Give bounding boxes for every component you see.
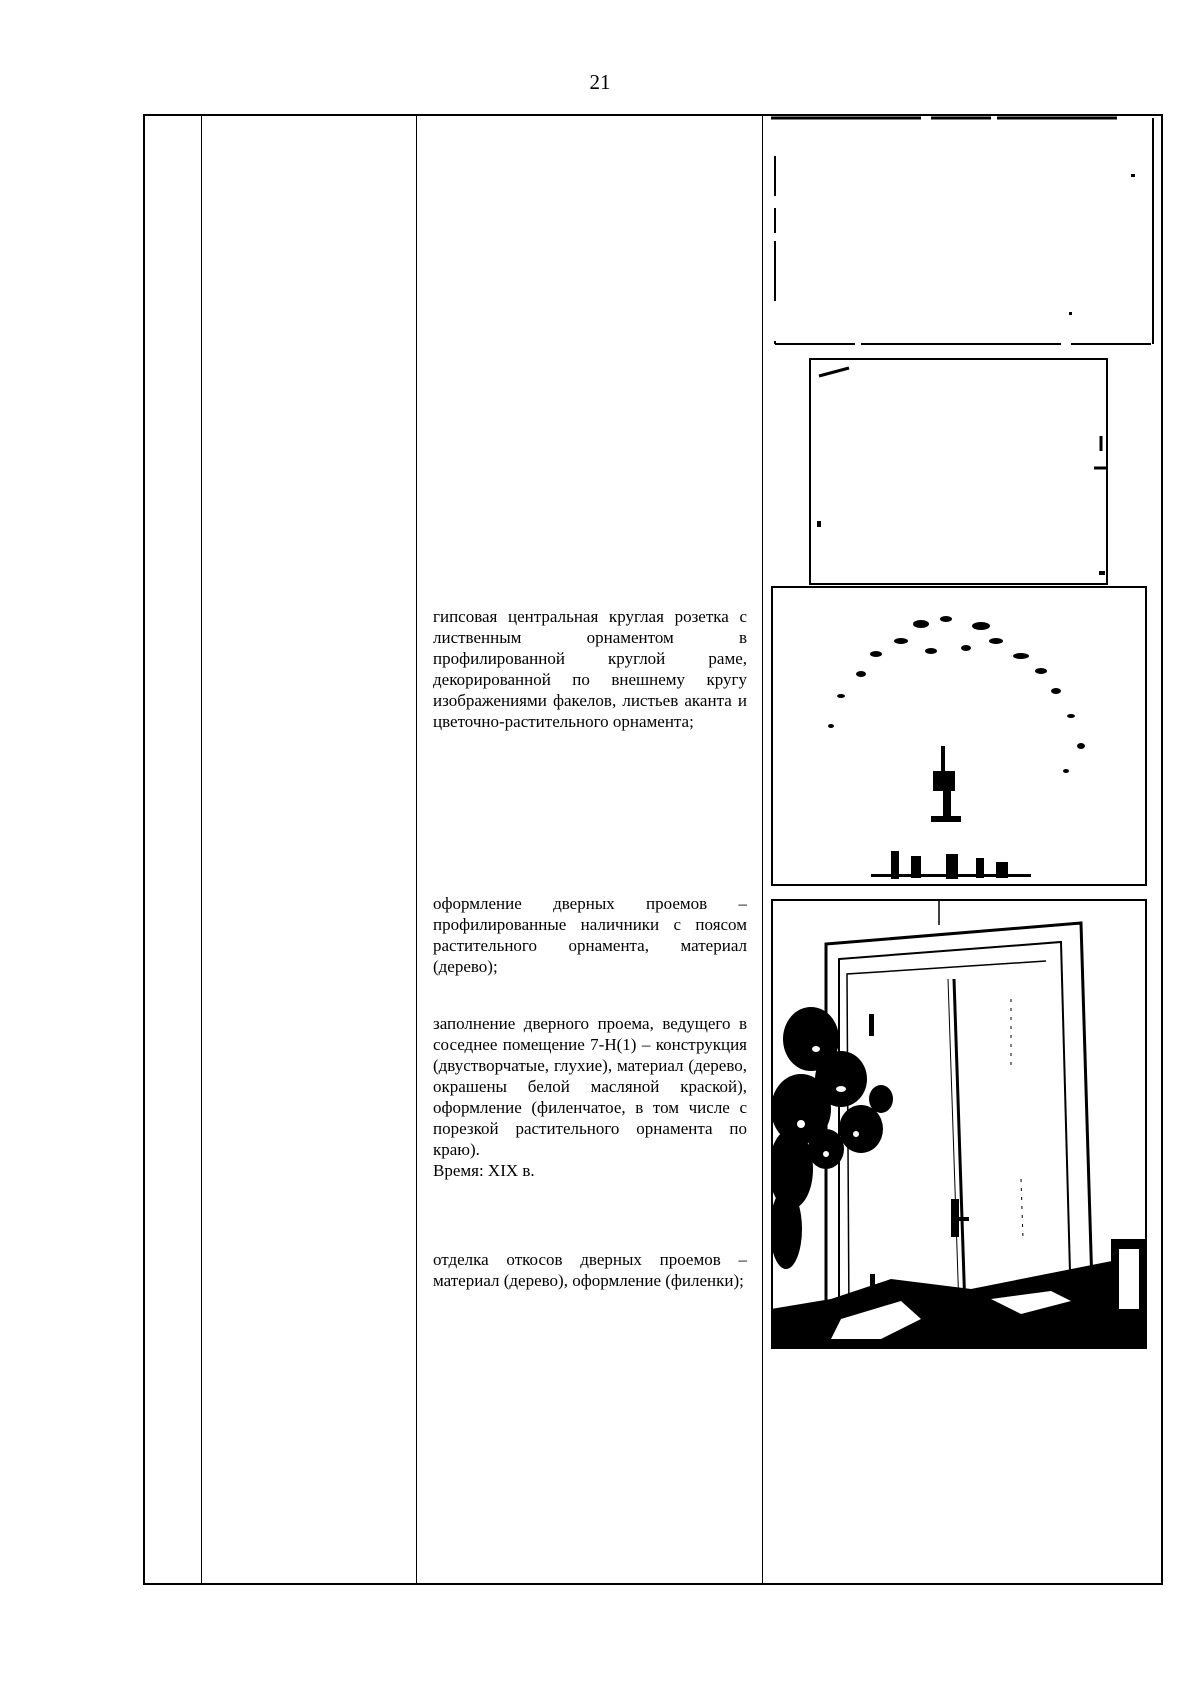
door-frames-text: оформление дверных проемов – профилированные наличники с поясом растительного орнамента, материал (дерево); — [433, 894, 747, 976]
rosette-text: гипсовая центральная круглая розетка с лиственным орнаментом в профилированной круглой раме, декорированной по внешнему кругу изображениями факелов, листьев аканта и цветочно-растительного орнамента; — [433, 607, 747, 731]
time-text: Время: XIX в. — [433, 1161, 535, 1180]
door-slopes-description — [433, 1249, 747, 1291]
door-fill-text: заполнение дверного проема, ведущего в соседнее помещение 7-Н(1) – конструкция (двустворчатые, глухие), материал (дерево, окрашены белой масляной краской), оформление (филенчатое, в том числе с порезкой растительного орнамента по краю). — [433, 1014, 747, 1159]
page-number: 21 — [589, 70, 611, 94]
column-divider-3 — [762, 116, 763, 1583]
ceiling-photo-2 — [809, 356, 1112, 586]
column-divider-1 — [201, 116, 202, 1583]
rosette-description — [433, 606, 747, 732]
door-photo — [771, 899, 1147, 1349]
door-slopes-text: отделка откосов дверных проемов – материал (дерево), оформление (филенки); — [433, 1250, 747, 1290]
rosette-photo — [771, 586, 1147, 886]
column-divider-2 — [416, 116, 417, 1583]
door-fill-description — [433, 1013, 747, 1181]
door-frames-description — [433, 893, 747, 977]
ceiling-photo-1 — [771, 116, 1158, 346]
